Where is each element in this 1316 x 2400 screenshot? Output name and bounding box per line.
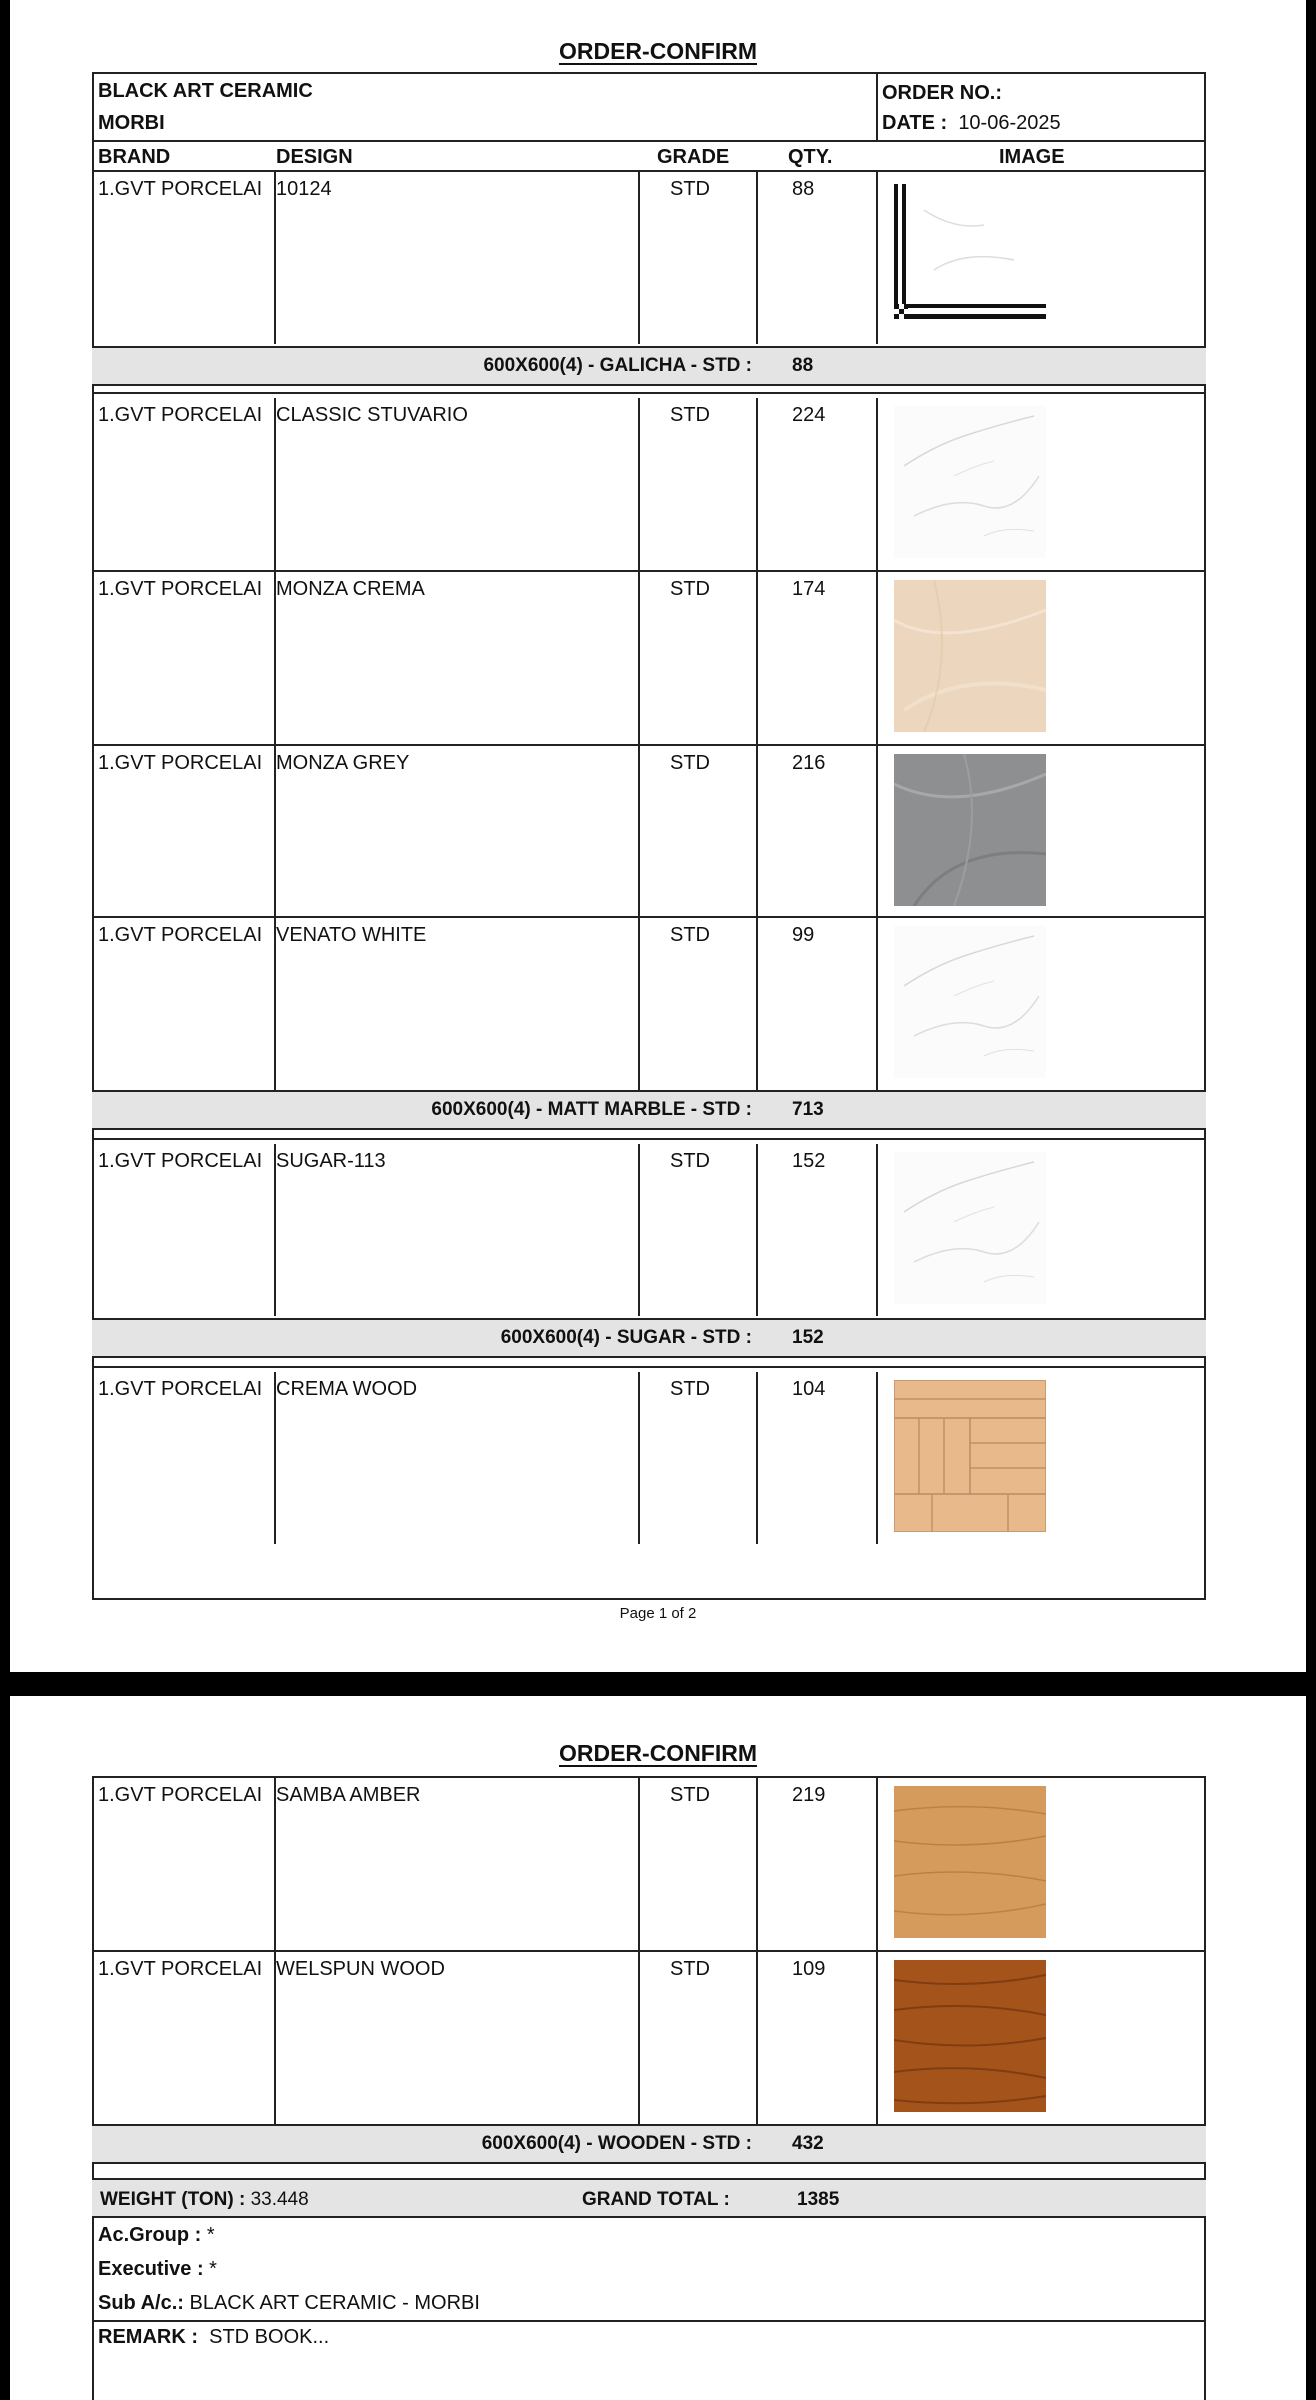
grey-marble-image — [894, 754, 1046, 906]
subtotal-label: 600X600(4) - GALICHA - STD : — [483, 355, 752, 376]
col-qty: QTY. — [788, 146, 833, 168]
design-cell: WELSPUN WOOD — [276, 1958, 445, 1980]
brand-cell: 1.GVT PORCELAI — [98, 404, 263, 426]
brand-cell: 1.GVT PORCELAI — [98, 1378, 263, 1400]
table-row — [10, 172, 1306, 344]
brand-cell: 1.GVT PORCELAI — [98, 1958, 263, 1980]
brand-cell: 1.GVT PORCELAI — [98, 578, 263, 600]
order-date: DATE : 10-06-2025 — [882, 112, 1061, 134]
col-brand: BRAND — [98, 146, 171, 168]
qty-cell: 88 — [792, 178, 815, 200]
table-row — [10, 1144, 1306, 1316]
qty-cell: 152 — [792, 1150, 826, 1172]
company-city: MORBI — [98, 112, 165, 134]
grand-total-value: 1385 — [797, 2189, 840, 2210]
subtotal-label: 600X600(4) - MATT MARBLE - STD : — [431, 1099, 752, 1120]
grade-cell: STD — [670, 178, 710, 200]
ac-group: Ac.Group : * — [98, 2224, 215, 2246]
executive: Executive : * — [98, 2258, 217, 2280]
brand-cell: 1.GVT PORCELAI — [98, 178, 263, 200]
wood-parquet-image — [894, 1380, 1046, 1532]
design-cell: CLASSIC STUVARIO — [276, 404, 468, 426]
subtotal-label: 600X600(4) - WOODEN - STD : — [481, 2133, 752, 2154]
design-cell: MONZA GREY — [276, 752, 410, 774]
subtotal-qty: 88 — [792, 355, 814, 376]
totals-band — [92, 2178, 1206, 2218]
brand-cell: 1.GVT PORCELAI — [98, 924, 263, 946]
design-cell: MONZA CREMA — [276, 578, 425, 600]
subtotal-label: 600X600(4) - SUGAR - STD : — [500, 1327, 752, 1348]
grade-cell: STD — [670, 752, 710, 774]
col-image: IMAGE — [999, 146, 1065, 168]
table-row — [10, 398, 1306, 570]
document-page-2 — [10, 1696, 1306, 2400]
qty-cell: 104 — [792, 1378, 826, 1400]
subtotal-band — [92, 1318, 1206, 1358]
white-marble-image — [894, 926, 1046, 1078]
grade-cell: STD — [670, 924, 710, 946]
white-marble-image — [894, 1152, 1046, 1304]
sub-account: Sub A/c.: BLACK ART CERAMIC - MORBI — [98, 2292, 480, 2314]
company-name: BLACK ART CERAMIC — [98, 80, 313, 102]
subtotal-qty: 713 — [792, 1099, 824, 1120]
remark: REMARK : STD BOOK... — [98, 2326, 330, 2348]
subtotal-band — [92, 2124, 1206, 2164]
page-title: ORDER-CONFIRM — [558, 38, 758, 64]
brand-cell: 1.GVT PORCELAI — [98, 1784, 263, 1806]
table-row — [10, 1952, 1306, 2124]
weight: WEIGHT (TON) : 33.448 — [100, 2189, 309, 2210]
page-number: Page 1 of 2 — [619, 1605, 697, 1622]
border-tile-image — [894, 180, 1046, 332]
brand-cell: 1.GVT PORCELAI — [98, 752, 263, 774]
cream-marble-image — [894, 580, 1046, 732]
grade-cell: STD — [670, 1378, 710, 1400]
qty-cell: 219 — [792, 1784, 826, 1806]
qty-cell: 216 — [792, 752, 826, 774]
page-title-2: ORDER-CONFIRM — [558, 1740, 758, 1766]
dark-wood-image — [894, 1960, 1046, 2112]
table-row — [10, 572, 1306, 744]
subtotal-band — [92, 346, 1206, 386]
design-cell: CREMA WOOD — [276, 1378, 418, 1400]
grade-cell: STD — [670, 404, 710, 426]
design-cell: SAMBA AMBER — [276, 1784, 421, 1806]
document-page-1 — [10, 0, 1306, 1672]
design-cell: SUGAR-113 — [276, 1150, 386, 1172]
table-row — [10, 1778, 1306, 1950]
table-row — [10, 1372, 1306, 1544]
qty-cell: 224 — [792, 404, 826, 426]
brand-cell: 1.GVT PORCELAI — [98, 1150, 263, 1172]
grade-cell: STD — [670, 578, 710, 600]
white-marble-image — [894, 406, 1046, 558]
subtotal-qty: 152 — [792, 1327, 824, 1348]
table-row — [10, 746, 1306, 916]
qty-cell: 99 — [792, 924, 815, 946]
grand-total-label: GRAND TOTAL : — [582, 2189, 730, 2210]
col-design: DESIGN — [276, 146, 353, 168]
subtotal-qty: 432 — [792, 2133, 824, 2154]
subtotal-band — [92, 1090, 1206, 1130]
qty-cell: 109 — [792, 1958, 826, 1980]
grade-cell: STD — [670, 1150, 710, 1172]
grade-cell: STD — [670, 1958, 710, 1980]
col-grade: GRADE — [657, 146, 730, 168]
order-no-label: ORDER NO.: — [882, 82, 1002, 104]
light-wood-image — [894, 1786, 1046, 1938]
design-cell: 10124 — [276, 178, 332, 200]
qty-cell: 174 — [792, 578, 826, 600]
design-cell: VENATO WHITE — [276, 924, 427, 946]
table-row — [10, 918, 1306, 1090]
grade-cell: STD — [670, 1784, 710, 1806]
